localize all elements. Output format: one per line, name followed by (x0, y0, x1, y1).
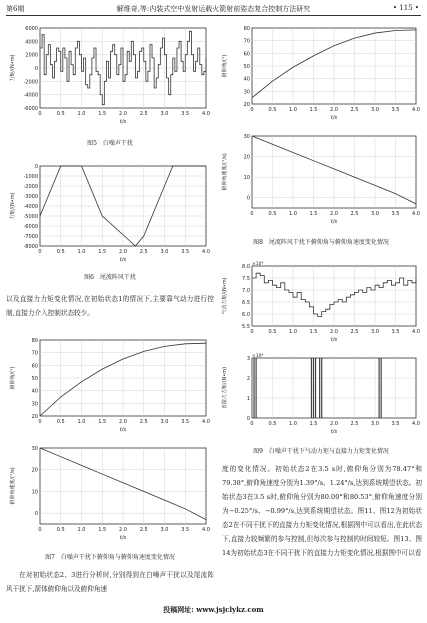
x-tick-label: 3.0 (160, 249, 169, 255)
x-tick-label: 2.0 (330, 107, 338, 113)
x-tick-label: 1.0 (289, 421, 297, 427)
x-tick-label: 3.0 (371, 421, 379, 427)
y-tick-label: 8.0 (242, 264, 250, 270)
x-tick-label: 2.0 (119, 419, 127, 425)
x-tick-label: 3.0 (371, 107, 379, 113)
y-axis-label: 直接力力矩/(N•m) (222, 366, 228, 410)
y-tick-label: 80 (31, 338, 38, 344)
x-tick-label: 3.5 (391, 107, 400, 113)
y-tick-label: 30 (31, 401, 38, 408)
page-number: • 115 • (392, 4, 419, 12)
x-tick-label: 0 (38, 111, 42, 117)
fig8-caption: 图8 尾流阵风干扰下俯仰角与俯仰角速度变化情况 (253, 239, 389, 246)
y-exponent-label: ×10⁴ (252, 354, 264, 359)
y-tick-label: 70 (243, 38, 250, 45)
y-tick-label: 2000 (25, 52, 38, 59)
y-tick-label: 0 (34, 164, 38, 170)
y-tick-label: -4000 (23, 92, 38, 99)
x-tick-label: 1.0 (289, 107, 297, 113)
right-paragraph: 度的变化情况。初始状态2在3.5 s时,俯仰角分别为78.47°和79.38°,俯仰角速度分别为1.39°/s、1.24°/s,达到系统期望状态。初始状态3在3.5 s时,俯仰角分别为80.00°和80.53°,俯仰角速度分别为−0.25°/s、−0.99°/s,达到系统期望状态。图11、图12为初始状态2在不同干扰下的直接力力矩变化情况,根据图中可以看出,在此状态下,直接力较频繁的参与控制,但每次参与控制的时间较短。图13、图14为初始状态3在不同干扰下的直接力力矩变化情况,根据图中可以看 (222, 465, 422, 557)
y-tick-label: -1000 (23, 174, 38, 180)
x-tick-label: 2.5 (139, 527, 148, 533)
x-tick-label: 2.5 (139, 111, 148, 117)
y-tick-label: 2 (246, 376, 250, 382)
y-axis-label: 气动力矩/(N•m) (222, 277, 228, 315)
x-tick-label: 3.5 (181, 419, 190, 425)
x-tick-label: 3.5 (391, 421, 400, 427)
x-tick-label: 4.0 (412, 421, 420, 427)
x-tick-label: 1.0 (77, 527, 86, 533)
y-tick-label: -5000 (23, 214, 38, 220)
y-tick-label: 0 (34, 511, 38, 518)
y-tick-label: 3 (246, 356, 250, 362)
x-tick-label: 1.0 (289, 329, 297, 335)
fig5-chart (6, 20, 214, 132)
x-tick-label: 1.5 (98, 111, 107, 117)
x-axis-label: t/s (330, 219, 338, 225)
x-axis-label: t/s (330, 115, 338, 121)
x-tick-label: 1.0 (77, 419, 86, 425)
fig8a-chart (218, 20, 424, 128)
x-tick-label: 1.5 (98, 527, 107, 533)
y-tick-label: 20 (31, 467, 38, 474)
y-tick-label: 10 (31, 489, 38, 496)
y-axis-label: 力矩/(N•m) (10, 192, 16, 220)
y-tick-label: 60 (31, 363, 38, 370)
y-tick-label: 20 (243, 154, 250, 161)
y-tick-label: 40 (243, 76, 250, 83)
fig9a-chart (218, 258, 424, 350)
issue-number: 第6期 (6, 5, 25, 13)
y-axis-label: 俯仰角速度/(°/s) (222, 153, 228, 191)
x-tick-label: 0 (250, 421, 254, 427)
y-tick-label: 30 (31, 446, 38, 452)
x-tick-label: 2.5 (350, 329, 359, 335)
fig8b-chart (218, 128, 424, 232)
fig5-caption: 图5 白噪声干扰 (87, 140, 133, 147)
header-rule (6, 15, 421, 16)
y-axis-label: 力矩/(N•m) (10, 54, 16, 82)
x-tick-label: 0.5 (268, 211, 277, 217)
x-tick-label: 2.5 (139, 419, 148, 425)
x-tick-label: 1.5 (98, 419, 107, 425)
x-axis-label: t/s (119, 535, 127, 541)
fig6-chart (6, 158, 214, 270)
x-tick-label: 3.5 (181, 527, 190, 533)
x-tick-label: 1.5 (309, 211, 318, 217)
x-tick-label: 1.5 (98, 249, 107, 255)
y-axis-label: 俯仰角/(°) (222, 54, 228, 78)
x-tick-label: 2.0 (330, 329, 338, 335)
y-tick-label: 60 (243, 51, 250, 58)
x-tick-label: 0 (250, 211, 254, 217)
x-tick-label: 1.0 (77, 111, 86, 117)
x-tick-label: 4.0 (412, 107, 420, 113)
footer-url: 投稿网址: www.jsjclykz.com (163, 605, 264, 614)
x-tick-label: 1.0 (289, 211, 297, 217)
x-tick-label: 4.0 (202, 249, 210, 255)
x-tick-label: 3.5 (181, 249, 190, 255)
x-tick-label: 1.5 (309, 107, 318, 113)
y-tick-label: 30 (243, 89, 250, 96)
fig7-caption: 图7 白噪声干扰下俯仰角与俯仰角速度变化情况 (45, 554, 175, 561)
x-tick-label: 3.0 (371, 329, 379, 335)
y-tick-label: 40 (31, 388, 38, 395)
x-tick-label: 4.0 (412, 211, 420, 217)
x-tick-label: 3.5 (391, 329, 400, 335)
x-tick-label: 4.0 (202, 111, 210, 117)
x-tick-label: 0 (38, 527, 42, 533)
x-tick-label: 3.0 (160, 111, 169, 117)
fig7b-chart (6, 440, 214, 548)
x-axis-label: t/s (330, 337, 338, 343)
x-tick-label: 0 (250, 329, 254, 335)
x-axis-label: t/s (330, 429, 338, 435)
x-tick-label: 3.0 (160, 527, 169, 533)
y-tick-label: 5.5 (242, 324, 250, 330)
x-tick-label: 4.0 (202, 419, 210, 425)
x-tick-label: 3.5 (181, 111, 190, 117)
y-tick-label: 80 (243, 26, 250, 32)
fig9b-chart (218, 350, 424, 442)
y-tick-label: 7.0 (242, 288, 250, 294)
x-tick-label: 0.5 (56, 111, 65, 117)
y-tick-label: 10 (243, 175, 250, 182)
y-tick-label: -8000 (23, 244, 38, 250)
x-tick-label: 2.0 (330, 421, 338, 427)
y-tick-label: 6000 (25, 26, 38, 32)
y-tick-label: 6.0 (242, 312, 250, 318)
y-tick-label: 70 (31, 350, 38, 357)
x-axis-label: t/s (119, 427, 127, 433)
x-tick-label: 0.5 (56, 249, 65, 255)
y-tick-label: 0 (34, 66, 38, 72)
x-tick-label: 4.0 (202, 527, 210, 533)
x-tick-label: 2.5 (350, 107, 359, 113)
left-paragraph-2: 在对初始状态2、3进行分析时,分别得到在白噪声干扰以及尾流阵风干扰下,箭体俯仰角以及俯仰角速 (6, 571, 214, 593)
x-tick-label: 2.5 (350, 421, 359, 427)
running-header (0, 2, 427, 16)
x-tick-label: 1.5 (309, 421, 318, 427)
x-tick-label: 1.0 (77, 249, 86, 255)
x-tick-label: 0.5 (268, 421, 277, 427)
y-tick-label: 0 (246, 195, 250, 202)
x-tick-label: 0.5 (268, 329, 277, 335)
x-tick-label: 0 (38, 419, 42, 425)
y-tick-label: -7000 (23, 234, 38, 240)
x-tick-label: 3.0 (371, 211, 379, 217)
left-paragraph-1: 以及直接力力矩变化情况,在初始状态1的情况下,主要靠气动力进行控制,直接力介入控制状态较少。 (6, 295, 214, 317)
x-tick-label: 2.0 (119, 249, 127, 255)
y-tick-label: 50 (31, 376, 38, 382)
y-tick-label: 0 (246, 416, 250, 422)
y-tick-label: 6.5 (242, 300, 250, 306)
x-tick-label: 0.5 (268, 107, 277, 113)
x-axis-label: t/s (119, 257, 127, 263)
fig6-caption: 图6 尾流阵风干扰 (84, 274, 136, 281)
y-axis-label: 俯仰角速度/(°/s) (10, 467, 16, 505)
y-axis-label: 俯仰角/(°) (10, 366, 16, 390)
y-tick-label: -2000 (23, 184, 38, 190)
x-tick-label: 2.0 (330, 211, 338, 217)
y-tick-label: -6000 (23, 106, 38, 112)
y-exponent-label: ×10⁴ (252, 262, 264, 267)
x-tick-label: 0.5 (56, 527, 65, 533)
y-tick-label: 7.5 (242, 276, 250, 282)
x-tick-label: 0 (250, 107, 254, 113)
x-tick-label: 2.5 (350, 211, 359, 217)
y-tick-label: -4000 (23, 204, 38, 210)
fig7a-chart (6, 332, 214, 440)
x-tick-label: 0 (38, 249, 42, 255)
y-tick-label: -2000 (23, 79, 38, 86)
x-tick-label: 2.0 (119, 527, 127, 533)
x-tick-label: 0.5 (56, 419, 65, 425)
x-tick-label: 3.0 (160, 419, 169, 425)
y-tick-label: 20 (31, 414, 38, 420)
x-tick-label: 2.5 (139, 249, 148, 255)
y-tick-label: 30 (243, 134, 250, 140)
x-tick-label: 1.5 (309, 329, 318, 335)
fig9-caption: 图9 白噪声干扰下气动力矩与直接力力矩变化情况 (253, 448, 389, 455)
running-title: 解维奇,等:内装式空中发射运载火箭射前姿态复合控制方法研究 (116, 5, 311, 13)
y-tick-label: 20 (243, 102, 250, 108)
x-axis-label: t/s (119, 119, 127, 125)
x-tick-label: 4.0 (412, 329, 420, 335)
y-tick-label: 4000 (25, 39, 38, 46)
y-tick-label: -6000 (23, 224, 38, 230)
y-tick-label: 1 (246, 396, 250, 402)
x-tick-label: 3.5 (391, 211, 400, 217)
y-tick-label: -3000 (23, 194, 38, 200)
x-tick-label: 2.0 (119, 111, 127, 117)
y-tick-label: 50 (243, 64, 250, 70)
